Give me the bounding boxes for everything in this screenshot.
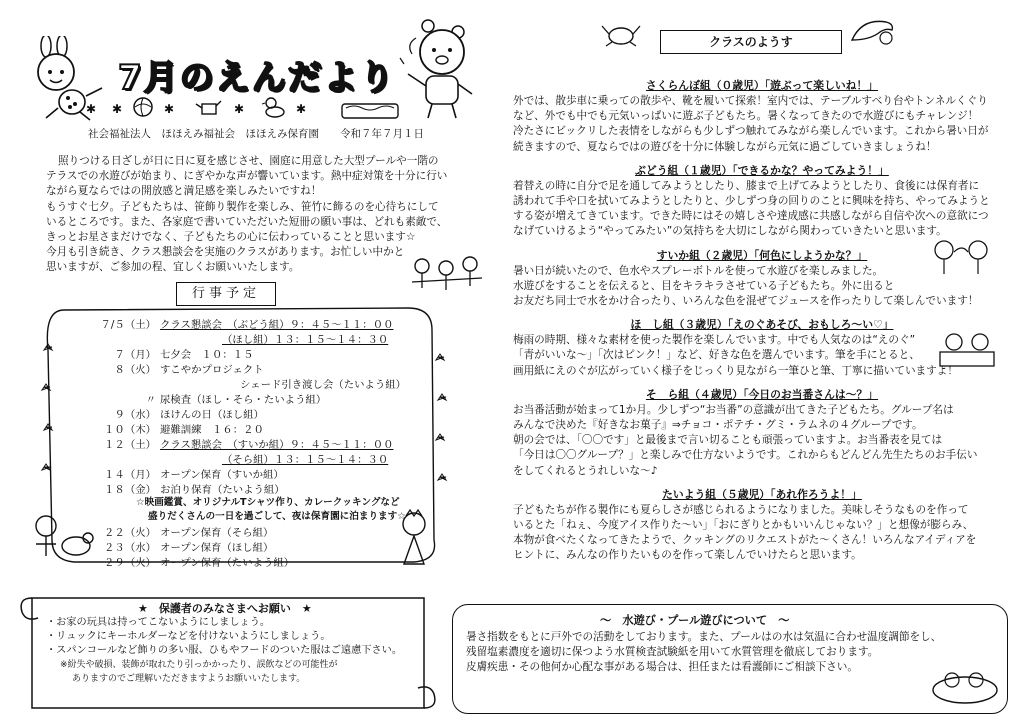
event-date: ７/５（土）: [100, 319, 156, 331]
class-line: 本物が食べたくなってきたようで、クッキングのリクエストがた～くさん！いろんなアイディアを: [513, 534, 977, 547]
event-date: １４（月）: [104, 469, 156, 481]
event-text: オープン保育（ほし組）: [160, 542, 274, 554]
girl-princess-illustration: [392, 508, 436, 568]
event-date: ２９（火）: [104, 557, 156, 569]
events-note: ☆映画鑑賞、オリジナルTシャツ作り、カレークッキングなど: [136, 497, 400, 508]
boy-cow-illustration: [30, 512, 94, 562]
water-text: [466, 630, 941, 676]
event-row: [72, 421, 406, 436]
class-section: [513, 387, 1011, 479]
event-text: オープン保育（たいよう組）: [160, 557, 295, 569]
event-text: シェード引き渡し会（たいよう組）: [240, 379, 407, 391]
guardian-note: ありますのでご理解いただきますようお願いいたします。: [72, 674, 306, 684]
star-icon: ✱: [164, 102, 175, 116]
event-row: [72, 539, 294, 554]
intro-text: [46, 154, 448, 276]
event-date: １０（木）: [104, 424, 156, 436]
event-date: [72, 451, 160, 466]
star-icon: ✱: [296, 102, 307, 116]
intro-line: きっとお星さまだけでなく、子どもたちの心に伝わっていることと思います☆: [46, 231, 416, 244]
event-text: オープン保育（すいか組）: [160, 469, 284, 481]
class-heading: すいか組（２歳児）「何色にしようかな？」: [656, 248, 868, 262]
event-date: ８（火）: [114, 364, 156, 376]
event-text: 七夕会 １０：１５: [160, 349, 254, 361]
class-line: みんなで決めた『好きなお菓子』⇒チョコ・ポテチ・グミ・ラムネの４グループです。: [513, 419, 923, 432]
event-row: [72, 524, 294, 539]
events-table: [72, 316, 406, 496]
class-section: [513, 78, 1011, 155]
publisher-line: 社会福祉法人 ほほえみ福祉会 ほほえみ保育園 令和７年７月１日: [88, 128, 424, 140]
class-section: [513, 163, 1011, 240]
event-date: 〃: [145, 394, 156, 406]
class-line: 子どもたちが作る製作にも夏らしさが感じられるようになりました。美味しそうなものを作って: [513, 503, 969, 516]
watering-can-icon: [194, 98, 222, 118]
intro-line: 今月も引き続き、クラス懇談会を実施のクラスがあります。お忙しい中かと: [46, 246, 405, 259]
event-date: ９（水）: [114, 409, 156, 421]
water-line: 残留塩素濃度を適切に保つよう水質検査試験紙を用いて水質管理を徹底しております。: [466, 646, 879, 659]
class-heading: そ ら組（４歳児）「今日のお当番さんは～？」: [645, 387, 879, 401]
intro-line: 照りつける日ざしが日に日に夏を感じさせ、園庭に用意した大型プールや一階の: [58, 155, 439, 167]
event-text: オープン保育（そら組）: [160, 527, 274, 539]
event-row: [72, 451, 406, 466]
event-date: ２２（火）: [104, 527, 156, 539]
intro-line: もうすぐ七夕。子どもたちは、笹飾り製作を楽しみ、笹竹に飾るのを心待ちにして: [46, 200, 439, 213]
events-table: [72, 524, 294, 569]
event-row: [72, 466, 406, 481]
title-decoration-row: [86, 96, 426, 122]
events-title: 行事予定: [176, 282, 276, 306]
class-section: [513, 487, 1011, 564]
class-line: 画用紙にえのぐが広がっていく様子をじっくり見ながら一筆ひと筆、丁寧に描いていますよ！: [513, 364, 958, 377]
guardian-item: ・お家の玩具は持ってこないようにしましょう。: [46, 617, 271, 628]
event-text: （ほし組）１３：１５～１４：３０: [222, 334, 389, 346]
ball-icon: [132, 96, 154, 118]
star-icon: ✱: [234, 102, 245, 116]
event-text: すこやかプロジェクト: [160, 364, 264, 376]
class-heading: ぶどう組（１歳児）「できるかな？やってみよう！」: [635, 163, 889, 177]
event-row: [72, 376, 406, 391]
event-text: ほけんの日（ほし組）: [160, 409, 264, 421]
class-line: する姿が増えてきています。できた時にはその嬉しさや達成感に共感しながら自信や次への意欲につ: [513, 210, 989, 223]
intro-line: テラスでの水遊びが始まり、にぎやかな声が響いています。熱中症対策を十分に行い: [46, 170, 448, 183]
event-text: 尿検査（ほし・そら・たいよう組）: [160, 394, 327, 406]
event-date: １８（金）: [104, 484, 156, 496]
class-line: など、外でも中でも元気いっぱいに遊ぶ子どもたち。暑くなってきたので水遊びにもチャレンジ！: [513, 110, 979, 123]
intro-line: 思いますが、ご参加の程、宜しくお願いいたします。: [46, 261, 300, 274]
water-line: 皮膚疾患・その他何か心配な事がある場合は、担任または看護師にご相談下さい。: [466, 661, 858, 674]
class-line: お当番活動が始まって1か月。少しずつ“お当番”の意識が出てきた子どもたち。グループ名は: [513, 403, 954, 416]
event-row: [72, 436, 406, 451]
classes-title: クラスのようす: [660, 30, 842, 54]
class-line: 外では、散歩車に乗っての散歩や、靴を履いて探索！室内では、テーブルすべり台やトンネルくぐり: [513, 95, 988, 107]
event-text: 避難訓練 １６：２０: [160, 424, 264, 436]
kids-waterplay-illustration: [928, 236, 998, 276]
event-text: クラス懇談会 （すいか組）９：４５～１１：００: [160, 439, 394, 451]
water-title: ～ 水遊び・プール遊びについて ～: [600, 614, 790, 627]
class-line: なげていけるよう“やってみたい”の気持ちを大切にしながら関わっていきたいと思います。: [513, 225, 947, 238]
pool-icon: [338, 96, 408, 120]
duck-icon: [262, 96, 286, 118]
guardian-note: ※紛失や破損、装飾が取れたり引っかかったり、誤飲などの可能性が: [60, 660, 338, 670]
class-line: 水遊びをすることを伝えると、目をキラキラさせている子どもたち。外に出ると: [513, 279, 895, 292]
guardian-items: [46, 616, 402, 686]
class-line: 「今日は〇〇グループ？」と楽しみで仕方ないようです。これからもどんどん先生たちのお手伝い: [513, 449, 978, 462]
event-text: お泊り保育（たいよう組）: [160, 484, 285, 496]
class-sections: [513, 78, 1011, 572]
class-line: いるとた「ねぇ、今度アイス作りた～い」「おにぎりとかもいいんじゃない？」と想像が膨らみ、: [513, 519, 974, 532]
events-note: 盛りだくさんの一日を過ごして、夜は保育園に泊まります☆: [148, 511, 406, 522]
star-icon: ✱: [86, 102, 97, 116]
event-row: [72, 346, 406, 361]
event-date: ７（月）: [114, 349, 156, 361]
crab-illustration: [600, 16, 642, 48]
newsletter-title: 7月のえんだより: [118, 58, 396, 98]
class-line: 暑い日が続いたので、色水やスプレーボトルを使って水遊びを楽しみました。: [513, 264, 884, 277]
event-row: [72, 316, 406, 331]
class-line: 続きますので、夏ならではの遊びを十分に体験しながら元気に過ごしていきましょうね！: [513, 140, 937, 153]
class-line: 着替えの時に自分で足を通してみようとしたり、膝まで上げてみようとしたり、食後には保育者に: [513, 179, 980, 192]
class-heading: たいよう組（５歳児）「あれ作ろうよ！」: [662, 487, 862, 501]
events-list: [72, 316, 432, 569]
class-line: 「青がいいな～」「次はピンク！」など、好きな色を選んでいます。筆を手にとると、: [513, 349, 920, 362]
guardian-item: ・スパンコールなど飾りの多い服、ひもやフードのついた服はご遠慮下さい。: [46, 645, 403, 656]
guardian-item: ・リュックにキーホルダーなどを付けないようにしましょう。: [46, 631, 331, 642]
event-date: ２３（水）: [104, 542, 156, 554]
event-date: [72, 376, 160, 391]
event-text: （そら組）１３：１５～１４：３０: [222, 454, 389, 466]
tanabata-children-illustration: [408, 252, 486, 292]
event-row: [72, 406, 406, 421]
pool-children-illustration: [930, 650, 1000, 706]
event-text: クラス懇談会 （ぶどう組）９：４５～１１：００: [160, 319, 394, 331]
kids-painting-illustration: [936, 330, 998, 370]
event-row: [72, 554, 294, 569]
event-row: [72, 481, 406, 496]
class-line: 誘われて手や口を拭いてみようとしたりと、少しずつ身の回りのことに興味を持ち、やってみようと: [513, 195, 990, 208]
star-icon: ✱: [112, 102, 123, 116]
class-line: 冷たさにビックリした表情をしながらも少しずつ触れてみながら楽しんでいます。これから暑い日が: [513, 125, 989, 138]
class-line: 朝の会では、「〇〇です」と最後まで言い切ることも頑張っていますよ。お当番表を見ては: [513, 434, 943, 447]
class-line: お友だち同士で水をかけ合ったり、いろんな色を混ぜてジュースを作ったりして楽しんでいます！: [513, 295, 979, 308]
event-row: [72, 331, 406, 346]
intro-line: ながら夏ならではの開放感と満足感を楽しみたいですね！: [46, 185, 322, 198]
class-line: 梅雨の時期、様々な素材を使った製作を楽しんでいます。中でも人気なのは“えのぐ”: [513, 334, 916, 347]
event-row: [72, 391, 406, 406]
guardian-title: ★ 保護者のみなさまへお願い ★: [138, 602, 312, 615]
event-date: [72, 331, 160, 346]
event-date: １２（土）: [104, 439, 156, 451]
dolphin-illustration: [848, 12, 896, 48]
event-row: [72, 361, 406, 376]
intro-line: いるところです。また、各家庭で書いていただいた短冊の願い事は、どれも素敵で、: [46, 215, 448, 228]
class-line: ヒントに、みんなの作りたいものを作って楽しんでいけたらと思います。: [513, 549, 862, 562]
class-line: をしてくれるとうれしいな～♪: [513, 464, 658, 477]
class-heading: ほ し組（３歳児）「えのぐあそび、おもしろ～い♡」: [630, 318, 894, 332]
class-heading: さくらんぼ組（０歳児）「遊ぶって楽しいね！」: [645, 79, 879, 92]
water-line: 暑さ指数をもとに戸外での活動をしております。また、プールはの水は気温に合わせ温度調節をし、: [466, 631, 942, 643]
